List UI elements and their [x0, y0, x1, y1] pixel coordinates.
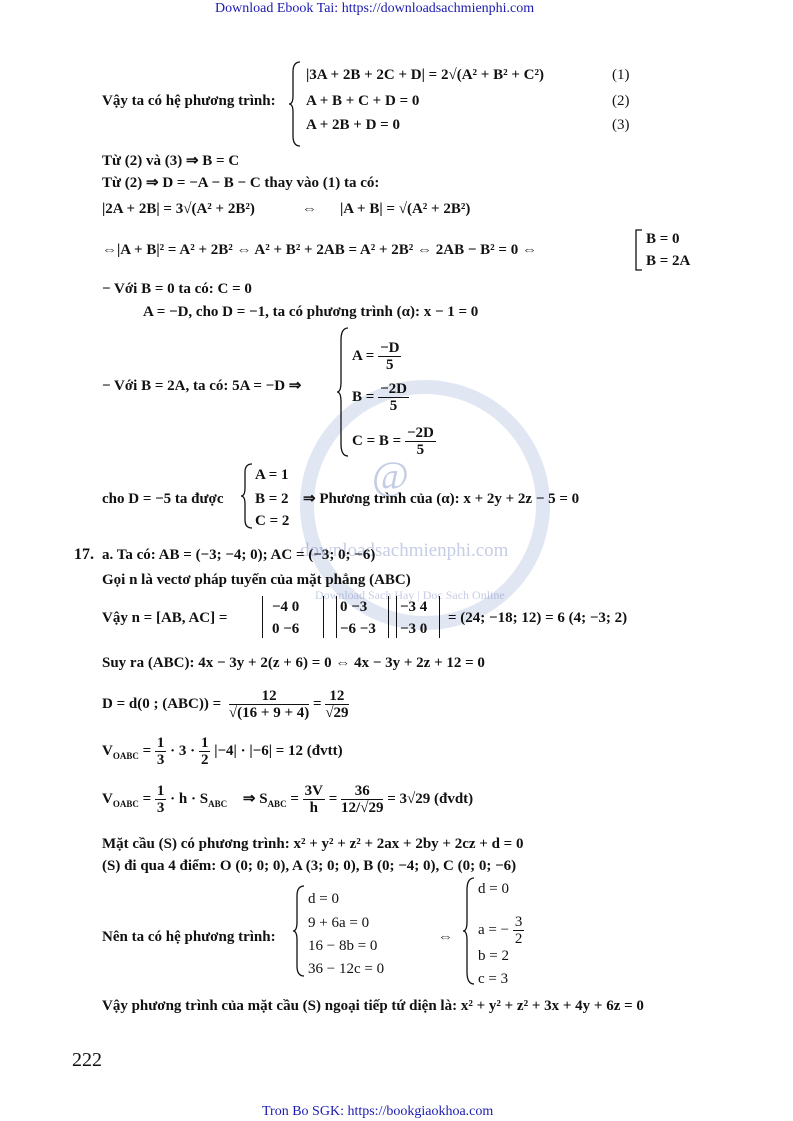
det1-left-bar [262, 596, 263, 638]
tag-2: (2) [612, 93, 630, 109]
sphere-equation: Mặt cầu (S) có phương trình: x² + y² + z² + 2ax + 2by + 2cz + d = 0 [102, 836, 524, 852]
sys4-left-4: 36 − 12c = 0 [308, 961, 385, 977]
volume-symbol: V [102, 742, 113, 759]
sys4-iff: ⇔ [438, 929, 453, 945]
volume-tail: |−4| · |−6| = 12 (đvtt) [214, 742, 343, 759]
sys4-right-b: b = 2 [478, 948, 509, 964]
volume-sub: OABC [112, 750, 139, 761]
sphere-points: (S) đi qua 4 điểm: O (0; 0; 0), A (3; 0; 0), B (0; −4; 0), C (0; 0; −6) [102, 858, 517, 874]
header-download-link[interactable]: Download Ebook Tai: https://downloadsachmienphi.com [215, 1, 535, 16]
normal-vector-def: Gọi n là vectơ pháp tuyến của mặt phẳng (ABC) [102, 572, 411, 588]
system-intro: Vậy ta có hệ phương trình: [102, 93, 276, 109]
sys4-left-1: d = 0 [308, 891, 339, 907]
equation-1: |3A + 2B + 2C + D| = 2√(A² + B² + C²) [306, 67, 544, 83]
det3-row2: −3 0 [400, 621, 428, 637]
det1-row1: −4 0 [272, 599, 300, 615]
system4-intro: Nên ta có hệ phương trình: [102, 929, 276, 945]
det2-right-bar [388, 596, 389, 638]
sys4-right-c: c = 3 [478, 971, 509, 987]
volume2-frac-third: $\frac{1}{3}$ [156, 783, 165, 816]
footer-sgk-link[interactable]: Tron Bo SGK: https://bookgiaokhoa.com [262, 1104, 494, 1119]
volume-line-1: $V_{OABC}$ = $\frac{1}{3}$ · 3 · $\frac{1}{2}$ |−4| · |−6| = 12 (đvtt) [102, 735, 343, 768]
case-2-plane: ⇒ Phương trình của (α): x + 2y + 2z − 5 = 0 [303, 491, 580, 507]
distance [102, 688, 349, 721]
sys2-b-frac: $\frac{-2D}{5}$ [380, 381, 407, 414]
equation-2: A + B + C + D = 0 [306, 93, 420, 109]
det1-right-bar [323, 596, 324, 638]
distance-frac-1: $\frac{12}{√(16 + 9 + 4)}$ [228, 688, 310, 721]
sys4-right-a: a = − $\frac{3}{2}$ [478, 914, 523, 947]
volume-frac-third: $\frac{1}{3}$ [156, 735, 165, 768]
sys2-c-frac: $\frac{-2D}{5}$ [406, 425, 434, 458]
case-b-2a: B = 2A [646, 253, 691, 269]
sys2-c [352, 425, 436, 458]
sys3-a: A = 1 [255, 467, 289, 483]
system-brace-2 [336, 326, 350, 458]
final-sphere: Vậy phương trình của mặt cầu (S) ngoại tiếp tứ diện là: x² + y² + z² + 3x + 4y + 6z = 0 [102, 998, 644, 1014]
distance-eq: = [313, 695, 322, 712]
tag-1: (1) [612, 67, 630, 83]
sys2-c-label: C = B = [352, 432, 402, 449]
volume2-mid: · h · S [170, 790, 209, 807]
sys4-left-3: 16 − 8b = 0 [308, 938, 378, 954]
case-1-heading: − Với B = 0 ta có: C = 0 [102, 281, 252, 297]
line-abs-eq-2: |A + B| = √(A² + 2B²) [340, 201, 471, 217]
watermark-subtext: Download Sach Hay | Doc Sach Online [315, 588, 505, 602]
plane-abc: Suy ra (ABC): 4x − 3y + 2(z + 6) = 0 ⇔ 4x − 3y + 2z + 12 = 0 [102, 655, 485, 671]
line-expand: ⇔|A + B|² = A² + 2B² ⇔ A² + B² + 2AB = A² + 2B² ⇔ 2AB − B² = 0 ⇔ [102, 242, 537, 258]
line-b-equals-c: Từ (2) và (3) ⇒ B = C [102, 153, 240, 169]
det3-row1: −3 4 [400, 599, 428, 615]
case-b-0: B = 0 [646, 231, 680, 247]
sys4-a-frac: $\frac{3}{2}$ [514, 914, 523, 947]
volume2-implies: ⇒ S [242, 790, 268, 807]
problem-number: 17. [74, 546, 94, 563]
area-result: = 3√29 (đvdt) [387, 790, 474, 807]
case-1-plane: A = −D, cho D = −1, ta có phương trình (α): x − 1 = 0 [143, 304, 479, 320]
sys2-a [352, 340, 401, 373]
cross-product-result: = (24; −18; 12) = 6 (4; −3; 2) [448, 610, 628, 626]
volume-frac-half: $\frac{1}{2}$ [200, 735, 209, 768]
sys2-b [352, 381, 409, 414]
volume-line-2: $V_{OABC}$ = $\frac{1}{3}$ · $h \cdot S_{ABC}$ ⇒ $S_{ABC}$ = $\frac{3V}{h}$ = $\frac{36}{12/√29}$ = 3√29 (đvdt) [102, 783, 474, 816]
tag-3: (3) [612, 117, 630, 133]
watermark-at-icon: @ [372, 453, 409, 498]
det2-left-bar [336, 596, 337, 638]
distance-frac-2: $\frac{12}{√29}$ [325, 688, 349, 721]
line-abs-eq: |2A + 2B| = 3√(A² + 2B²) [102, 201, 255, 217]
system-brace-3 [240, 462, 254, 530]
cross-product-lhs: Vậy n = [AB, AC] = [102, 610, 228, 626]
bracket-cases [634, 228, 644, 272]
page-number: 222 [72, 1049, 102, 1071]
volume-mid: · 3 · [170, 742, 196, 759]
det2-row1: 0 −3 [340, 599, 368, 615]
case-2-choice: cho D = −5 ta được [102, 491, 224, 507]
sys2-a-label: A = [352, 347, 375, 364]
system-brace-1 [288, 60, 302, 148]
det3-right-bar [439, 596, 440, 638]
vectors-ab-ac: a. Ta có: AB = (−3; −4; 0); AC = (−3; 0; −6) [102, 547, 376, 563]
equation-3: A + 2B + D = 0 [306, 117, 400, 133]
area-frac-1: $\frac{3V}{h}$ [304, 783, 323, 816]
watermark-text: downloadsachmienphi.com [300, 540, 509, 561]
det1-row2: 0 −6 [272, 621, 300, 637]
sys4-right-d: d = 0 [478, 881, 509, 897]
system-brace-5 [462, 876, 476, 986]
sys2-a-frac: $\frac{-D}{5}$ [380, 340, 400, 373]
sys3-b: B = 2 [255, 491, 289, 507]
sys2-b-label: B = [352, 388, 375, 405]
distance-label: D = d(0 ; (ABC)) = [102, 695, 222, 712]
line-iff: ⇔ [302, 201, 317, 217]
area-frac-2: $\frac{36}{12/√29}$ [341, 783, 384, 816]
system-brace-4 [292, 884, 306, 978]
sys4-left-2: 9 + 6a = 0 [308, 915, 370, 931]
line-substitute: Từ (2) ⇒ D = −A − B − C thay vào (1) ta có: [102, 175, 380, 191]
det2-row2: −6 −3 [340, 621, 376, 637]
case-2-heading: − Với B = 2A, ta có: 5A = −D ⇒ [102, 378, 302, 394]
sys3-c: C = 2 [255, 513, 290, 529]
det3-left-bar [396, 596, 397, 638]
